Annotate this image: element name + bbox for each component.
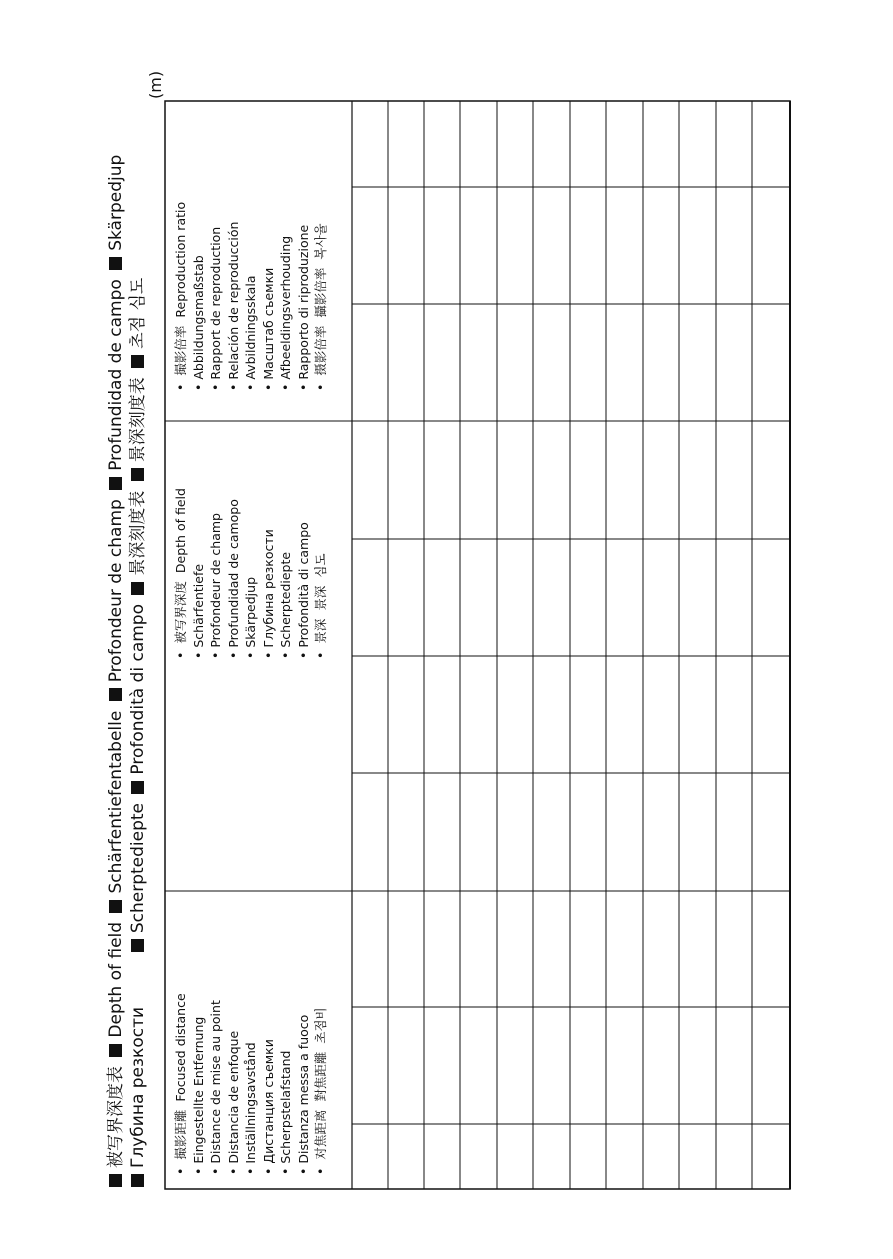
- title-line-2: Глубина резкости Scherptediepte Profondità di campo 景深刻度表 景深刻度表 초점 심도: [127, 57, 149, 1187]
- depth-of-field-label: • 被写界深度 Depth of field • Schärfentiefe • Profondeur de champ • Profundidad de camopo • Skärpedjup • Глубина резкости • Scherptediepte • Profondità di campo • 景深 景深 심도: [172, 488, 330, 659]
- focused-distance-label: • 撮影距離 Focused distance • Eingestellte Entfernung • Distance de mise au point • Distancia de enfoque • Inställningsavstånd • Дистанция съемки • Scherpstelafstand • Distanza messa a fuoco • 对焦距离 對焦距離 초점비: [172, 993, 330, 1175]
- title-line-1: 被写界深度表 Depth of field Schärfentiefentabelle Profondeur de champ Profundidad de campo Skärpedjup: [105, 57, 127, 1187]
- reproduction-ratio-label: • 撮影倍率 Reproduction ratio • Abbildungsmaßstab • Rapport de reproduction • Relación de reproducción • Avbildningsskala • Масштаб съемки • Afbeeldingsverhouding • Rapporto di riproduzione • 摄影倍率 攝影倍率 복사율: [172, 202, 330, 391]
- unit-label: (m): [146, 70, 165, 99]
